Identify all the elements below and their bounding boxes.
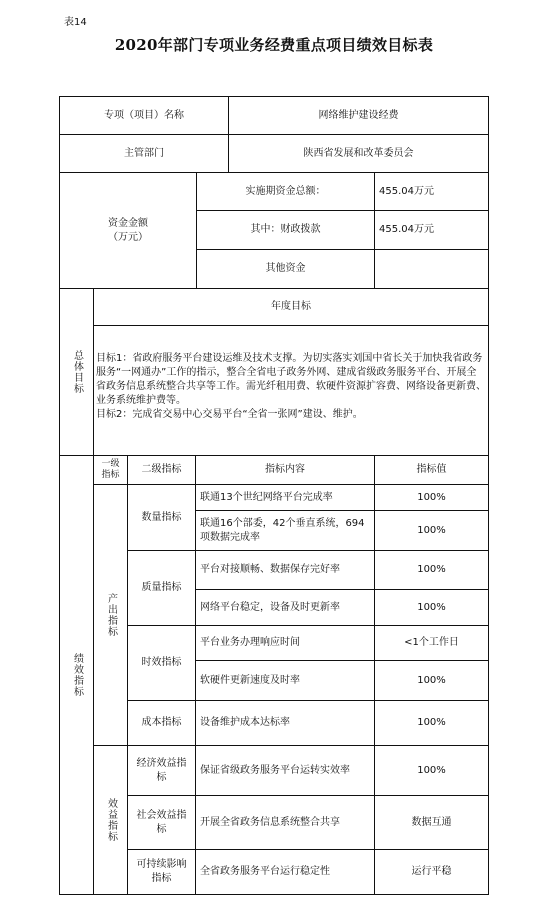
benefit-indicators-text: 效益指标 [105,798,117,842]
quantity-indicator-label: 数量指标 [141,511,182,523]
value-header: 指标值 [416,464,447,475]
overall-goal-side-text: 总体目标 [71,350,83,394]
annual-goal-header: 年度目标 [271,301,311,312]
funds-label-line1: 资金金额 [108,217,148,229]
quality-indicator-label: 质量指标 [141,582,182,593]
sustainable-impact-label: 可持续影响指标 [136,859,187,884]
metric-content: 平台业务办理响应时间 [200,637,300,648]
funds-other-label: 其他资金 [265,263,306,274]
timeliness-indicator-label: 时效指标 [141,657,182,668]
performance-metrics-side-label [60,456,93,894]
department-value: 陕西省发展和改革委员会 [303,147,414,159]
metric-content: 开展全省政务信息系统整合共享 [200,816,340,828]
funds-fiscal-label: 其中：财政拨款 [250,224,321,235]
department-label: 主管部门 [124,147,164,159]
metric-value: 数据互通 [411,816,452,828]
metric-content: 软硬件更新速度及时率 [200,674,300,686]
metric-content: 联通13个世纪网络平台完成率 [200,491,333,503]
metric-content: 平台对接顺畅、数据保存完好率 [200,564,340,575]
metric-value: 100% [417,764,446,776]
metric-value: 100% [417,491,446,503]
metric-content: 保证省级政务服务平台运转实效率 [200,764,350,776]
level2-header: 二级指标 [141,464,182,475]
project-name-label: 专项（项目）名称 [104,109,184,121]
benefit-indicators-label [94,746,127,894]
metric-content: 设备维护成本达标率 [200,717,290,728]
metric-content: 联通16个部委，42个垂直系统，694项数据完成率 [200,517,365,543]
social-benefit-label: 社会效益指标 [136,809,187,835]
economic-benefit-label: 经济效益指标 [136,757,187,783]
metric-value: 运行平稳 [411,866,452,877]
metric-content: 网络平台稳定，设备及时更新率 [200,601,340,613]
metric-value: <1个工作日 [404,637,459,648]
metric-value: 100% [417,524,446,536]
goal-1: 目标1：省政府服务平台建设运维及技术支撑。为切实落实刘国中省长关于加快我省政务服务“一网通办”工作的指示，整合全省电子政务外网、建成省级政务服务平台、开展全省政务信息系统整合共享等工作。需光纤租用费、软硬件资源扩容费、网络设备更新费、业务系统维护费等。 [96,353,486,406]
page-title: 2020年部门专项业务经费重点项目绩效目标表 [114,36,434,54]
funds-total-label: 实施期资金总额： [245,185,326,197]
content-header: 指标内容 [265,464,305,475]
metric-value: 100% [417,717,446,728]
funds-total-value: 455.04万元 [379,185,434,197]
level1-header: 一级指标 [101,459,120,480]
funds-other-value [375,250,488,288]
funds-label [60,173,196,288]
project-name-value: 网络维护建设经费 [318,109,399,121]
overall-goal-side-label [60,289,93,455]
metric-value: 100% [417,564,446,575]
metric-value: 100% [417,674,446,686]
annual-goal-text [96,352,486,422]
table-number-label: 表14 [64,17,87,28]
performance-metrics-side-text: 绩效指标 [71,653,83,697]
cost-indicator-label: 成本指标 [141,717,182,728]
funds-fiscal-value: 455.04万元 [379,224,434,235]
goal-2: 目标2：完成省交易中心交易平台“全省一张网”建设、维护。 [96,409,363,420]
funds-label-line2: （万元） [108,231,148,243]
output-indicators-label [94,485,127,745]
metric-content: 全省政务服务平台运行稳定性 [200,866,330,877]
metric-value: 100% [417,601,446,613]
output-indicators-text: 产出指标 [105,593,117,637]
